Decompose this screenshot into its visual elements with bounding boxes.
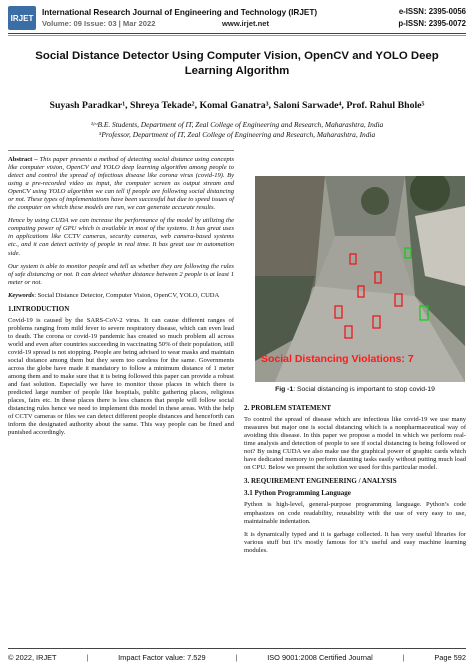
keywords-label: Keywords	[8, 291, 35, 299]
pissn: p-ISSN: 2395-0072	[398, 19, 466, 28]
python-p1: Python is high-level, general-purpose programming language. Python’s code emphasizes on code readability, reusability with the use of very easy to use, maintainable indentation.	[244, 501, 466, 525]
footer-divider	[8, 648, 466, 649]
intro-heading: 1.INTRODUCTION	[8, 304, 70, 313]
keywords	[8, 292, 234, 300]
abstract-divider	[8, 150, 234, 151]
figure-caption	[244, 386, 466, 393]
right-column	[244, 400, 466, 560]
affiliation-professor: ⁵Professor, Department of IT, Zeal College of Engineering and Research, Maharashtra, India	[98, 129, 376, 139]
paper-authors: Suyash Paradkar¹, Shreya Tekade², Komal Ganatra³, Saloni Sarwade⁴, Prof. Rahul Bhole⁵	[49, 100, 425, 111]
abstract-p3: Our system is able to monitor people and tell us whether they are following the rules of safe distancing or not. It can detect whether distance between 2 people is at least 1 meter or not.	[8, 262, 234, 286]
volume-row	[42, 19, 398, 28]
footer-separator: |	[86, 653, 89, 662]
figure-cctv-frame	[255, 176, 465, 382]
python-p2: It is dynamically typed and it is garbage collected. It has very useful libraries for various stuff but it’s mostly famous for it’s useful and easy machine learning modules.	[244, 530, 466, 554]
volume-info: Volume: 09 Issue: 03 | Mar 2022	[42, 19, 156, 28]
paper-title: Social Distance Detector Using Computer Vision, OpenCV and YOLO Deep Learning Algorithm	[35, 50, 439, 77]
problem-text: To control the spread of disease which are infectious like covid-19 we use many measures but major one is social distancing which is a nonpharmaceutical way of avoiding this disease. In this paper we propose a model in which we perform real-time analysis and detection of people to see if social distancing is being followed or not? By using CUDA we also make use the graphical power of graphic cards which have dedicated memory to perform daunting tasks easily without putting much load on CPU. Below we present the solution we used for this particular model.	[244, 416, 466, 472]
header-journal-block	[42, 8, 398, 28]
affiliations	[10, 120, 464, 139]
issn-block	[398, 6, 466, 30]
header-divider-thin	[8, 35, 466, 36]
journal-name: International Research Journal of Engineering and Technology (IRJET)	[42, 8, 318, 17]
footer-separator: |	[235, 653, 238, 662]
footer-copyright: © 2022, IRJET	[8, 653, 57, 662]
abstract-p1	[8, 156, 234, 212]
violations-overlay-text: Social Distancing Violations: 7	[261, 353, 414, 365]
caption-label: Fig -1	[275, 386, 294, 393]
problem-heading: 2. PROBLEM STATEMENT	[244, 404, 332, 412]
footer-impact-factor: Impact Factor value: 7.529	[118, 653, 206, 662]
page-footer	[8, 653, 466, 662]
header-divider	[8, 33, 466, 34]
keywords-text: : Social Distance Detector, Computer Vision, OpenCV, YOLO, CUDA	[34, 291, 220, 299]
python-heading: 3.1 Python Programming Language	[244, 489, 351, 498]
irjet-logo: IRJET	[8, 6, 36, 30]
eissn: e-ISSN: 2395-0056	[398, 7, 466, 16]
abstract-text-1: This paper presents a method of detecting social distance using concepts like computer vision, OpenCV and YOLO deep learning algorithm among people to detect and control the spread of infectious disease like corona virus (covid-19). By using a pre-recorded video as input, the computer screen as output stream and OpenCV using YOLO algorithm we can tell if people are following social distancing or not. These types of implementations have been successful but due to speed issues of the computer on which these models are run, we can generate accurate results.	[8, 156, 234, 212]
journal-header	[8, 6, 466, 30]
caption-text: : Social distancing is important to stop covid-19	[293, 386, 435, 393]
footer-iso: ISO 9001:2008 Certified Journal	[267, 653, 373, 662]
affiliation-students: ¹ʲʳʴB.E. Students, Department of IT, Zeal College of Engineering and Research, Maharashtra, India	[90, 120, 384, 129]
requirement-heading: 3. REQUIREMENT ENGINEERING / ANALYSIS	[244, 477, 397, 486]
footer-page-number: Page 592	[434, 653, 466, 662]
intro-text: Covid-19 is caused by the SARS-CoV-2 virus. It can cause different ranges of problems ranging from mild fever to severe respiratory disease, which can even lead to death. The corona or covid-19 pandemic has created so much problem all across world and even after countries succeeding in vaccinating 50% of their population, still covid-19 spread is not stopping. People are being advised to wear masks and maintain social distance among them but they seem too careless for the same. Governments across the globe have made it mandatory to follow a minimum distance of 1 meter among them and to make sure that it is being followed this paper can provide a robust and fast solution. Especially we have to monitor those places in which there is predicted large number of people like hospitals, public gathering places, religious places, fairs etc. In these places there is less chances that people will follow social distancing rules hence we need to implement this model in these areas. With the help of CCTV cameras or files we can detect different people distances and henceforth can inform the designated authority about the same. This way people can be fined and punished accordingly.	[8, 316, 234, 437]
abstract-label: Abstract –	[8, 156, 38, 163]
street-scene-image	[255, 176, 465, 382]
left-column	[8, 156, 234, 443]
website-link[interactable]: www.irjet.net	[222, 19, 269, 28]
footer-separator: |	[402, 653, 405, 662]
abstract-p2: Hence by using CUDA we can increase the performance of the model by utilizing the computing power of GPU which is available in most of the systems. It has great uses in applications like CCTV cameras, security cameras, web camera-based systems etc., and it can detect activity of people in real time. It has great use in automation side.	[8, 217, 234, 257]
